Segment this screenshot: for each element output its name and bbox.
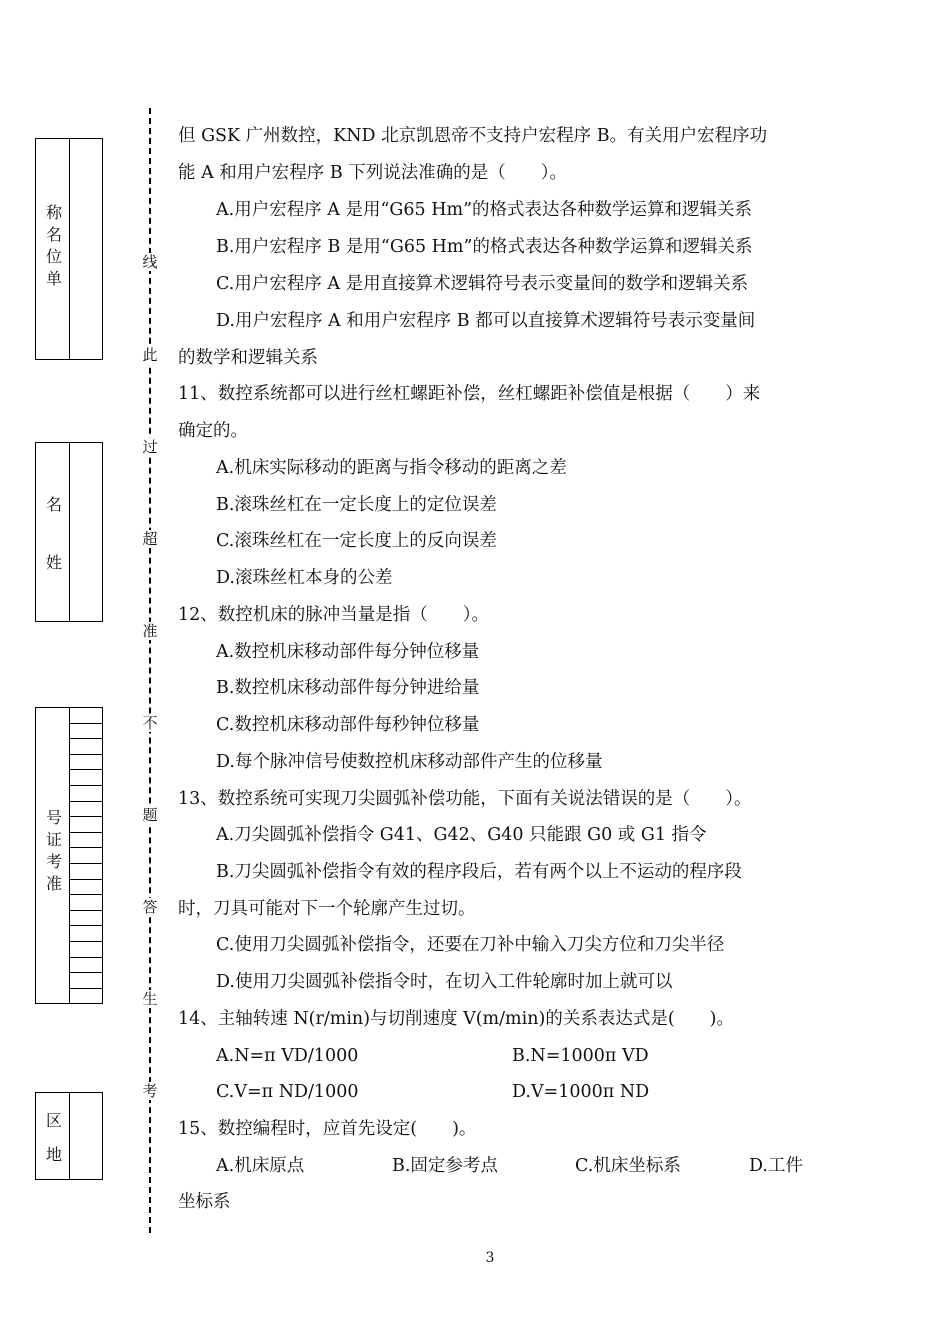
unit-name-label xyxy=(44,205,64,287)
option-line: C.用户宏程序 A 是用直接算术逻辑符号表示变量间的数学和逻辑关系 xyxy=(216,274,749,294)
option-line: B.滚珠丝杠在一定长度上的定位误差 xyxy=(216,495,497,515)
box-divider xyxy=(69,139,70,359)
question-14: 14、主轴转速 N(r/min)与切削速度 V(m/min)的关系表达式是( )。 xyxy=(178,1009,734,1029)
unit-name-box xyxy=(35,138,103,360)
cut-line-char: 准 xyxy=(142,622,158,640)
option-line: C.数控机床移动部件每秒钟位移量 xyxy=(216,715,480,735)
label-char: 名 xyxy=(45,495,62,514)
text-line: 能 A 和用户宏程序 B 下列说法准确的是（ ）。 xyxy=(178,163,567,183)
option-line: D.每个脉冲信号使数控机床移动部件产生的位移量 xyxy=(216,752,603,772)
exam-id-label xyxy=(44,810,64,892)
option-line: A.数控机床移动部件每分钟位移量 xyxy=(216,642,480,662)
label-char: 号 xyxy=(45,808,62,827)
cut-line-char: 答 xyxy=(142,898,158,916)
box-divider xyxy=(69,443,70,621)
option-line: A.机床实际移动的距离与指令移动的距离之差 xyxy=(216,458,567,478)
label-char: 位 xyxy=(45,247,62,266)
option-line: B.用户宏程序 B 是用“G65 Hm”的格式表达各种数学运算和逻辑关系 xyxy=(216,237,753,257)
label-char: 姓 xyxy=(45,553,62,572)
q14-option-b: B.N=1000π VD xyxy=(512,1046,649,1066)
q15-option-c: C.机床坐标系 xyxy=(575,1156,681,1176)
label-char: 单 xyxy=(45,269,62,288)
q14-option-a: A.N=π VD/1000 xyxy=(216,1046,359,1066)
box-divider xyxy=(69,1093,70,1179)
cut-line-char: 不 xyxy=(142,714,158,732)
option-line: D.使用刀尖圆弧补偿指令时，在切入工件轮廓时加上就可以 xyxy=(216,972,673,992)
text-line: 坐标系 xyxy=(178,1192,231,1212)
label-char: 地 xyxy=(45,1145,62,1164)
exam-id-box xyxy=(35,707,103,1004)
cut-line-char: 生 xyxy=(142,990,158,1008)
option-line: D.用户宏程序 A 和用户宏程序 B 都可以直接算术逻辑符号表示变量间 xyxy=(216,311,756,331)
cut-line-char: 过 xyxy=(142,438,158,456)
question-11: 11、数控系统都可以进行丝杠螺距补偿，丝杠螺距补偿值是根据（ ）来 xyxy=(178,384,761,404)
option-line: A.刀尖圆弧补偿指令 G41、G42、G40 只能跟 G0 或 G1 指令 xyxy=(216,825,707,845)
option-line: B.数控机床移动部件每分钟进给量 xyxy=(216,678,480,698)
student-name-label xyxy=(44,497,64,571)
label-char: 准 xyxy=(45,874,62,893)
label-char: 证 xyxy=(45,830,62,849)
label-char: 区 xyxy=(45,1111,62,1130)
exam-id-grid xyxy=(69,708,102,1003)
option-line: A.用户宏程序 A 是用“G65 Hm”的格式表达各种数学运算和逻辑关系 xyxy=(216,200,753,220)
cut-line-char: 考 xyxy=(142,1082,158,1100)
cut-line-char: 此 xyxy=(142,346,158,364)
cut-line-char: 题 xyxy=(142,806,158,824)
q14-option-d: D.V=1000π ND xyxy=(512,1082,650,1102)
cut-line xyxy=(149,108,151,1233)
option-line: C.滚珠丝杠在一定长度上的反向误差 xyxy=(216,531,497,551)
q15-option-b: B.固定参考点 xyxy=(392,1156,498,1176)
region-box xyxy=(35,1092,103,1180)
page-number: 3 xyxy=(485,1250,495,1266)
q15-option-a: A.机床原点 xyxy=(216,1156,305,1176)
text-line: 时，刀具可能对下一个轮廓产生过切。 xyxy=(178,899,476,919)
label-char: 称 xyxy=(45,203,62,222)
label-char: 考 xyxy=(45,852,62,871)
text-line: 确定的。 xyxy=(178,421,248,441)
student-name-box xyxy=(35,442,103,622)
text-line: 但 GSK 广州数控，KND 北京凯恩帝不支持户宏程序 B。有关用户宏程序功 xyxy=(178,126,768,146)
q14-option-c: C.V=π ND/1000 xyxy=(216,1082,359,1102)
q15-option-d: D.工件 xyxy=(749,1156,803,1176)
question-13: 13、数控系统可实现刀尖圆弧补偿功能，下面有关说法错误的是（ ）。 xyxy=(178,789,752,809)
option-line: C.使用刀尖圆弧补偿指令，还要在刀补中输入刀尖方位和刀尖半径 xyxy=(216,935,725,955)
question-12: 12、数控机床的脉冲当量是指（ ）。 xyxy=(178,605,490,625)
option-line: D.滚珠丝杠本身的公差 xyxy=(216,568,393,588)
question-15: 15、数控编程时，应首先设定( )。 xyxy=(178,1119,477,1139)
cut-line-char: 超 xyxy=(142,530,158,548)
label-char: 名 xyxy=(45,225,62,244)
option-line: B.刀尖圆弧补偿指令有效的程序段后，若有两个以上不运动的程序段 xyxy=(216,862,742,882)
cut-line-char: 线 xyxy=(142,253,158,271)
text-line: 的数学和逻辑关系 xyxy=(178,348,318,368)
region-label xyxy=(44,1113,64,1163)
